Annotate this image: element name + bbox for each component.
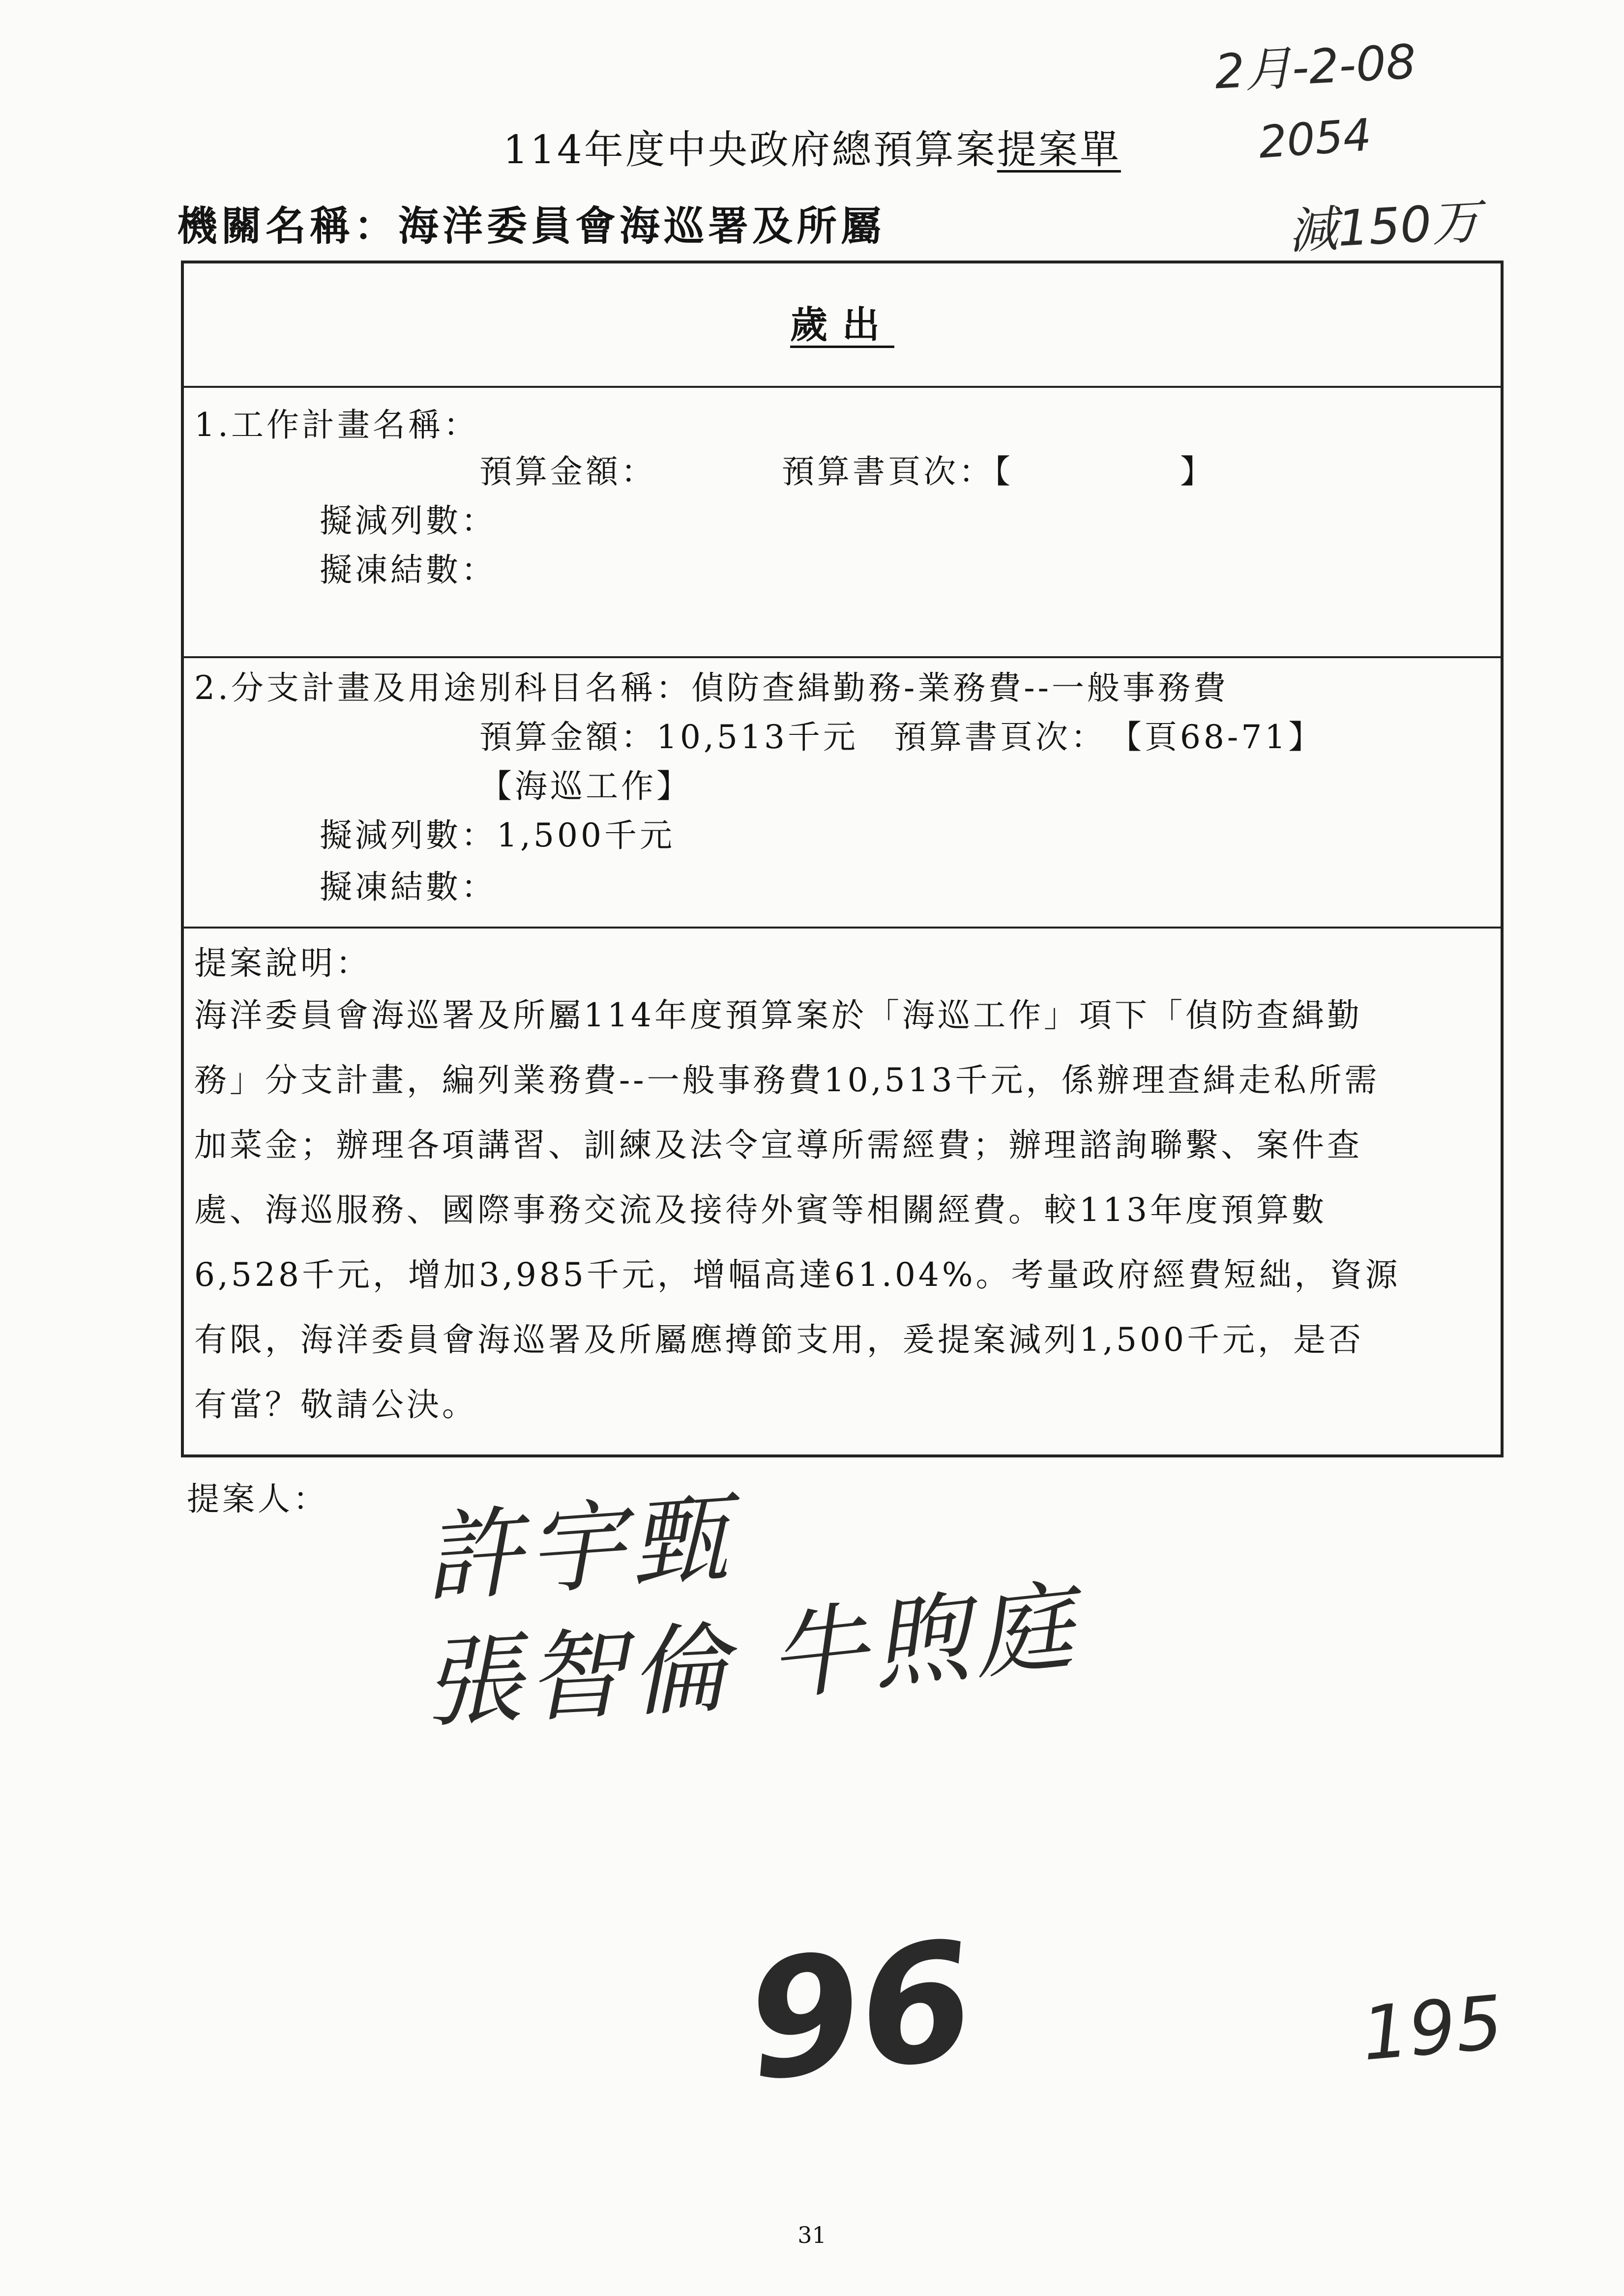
handwritten-reduction: 減150万: [1287, 192, 1482, 261]
explanation-label: 提案說明：: [194, 944, 371, 982]
item2-label: 2.分支計畫及用途別科目名稱：偵防查緝勤務-業務費--一般事務費: [194, 669, 1229, 707]
item2-budget-line: 預算金額：10,513千元 預算書頁次： 【頁68-71】: [479, 718, 1324, 756]
divider-1: [181, 386, 1504, 388]
divider-2: [181, 656, 1504, 658]
explanation-line: 處、海巡服務、國際事務交流及接待外賓等相關經費。較113年度預算數: [194, 1191, 1327, 1229]
explanation-line: 6,528千元，增加3,985千元，增幅高達61.04%。考量政府經費短絀，資源: [194, 1256, 1401, 1294]
signature: 許宇甄: [419, 1481, 737, 1617]
item1-freeze: 擬凍結數：: [320, 551, 497, 589]
explanation-body: [194, 983, 1401, 1437]
explanation-line: 有當？敬請公決。: [194, 1386, 477, 1424]
item1-label: 1.工作計畫名稱：: [194, 406, 479, 444]
explanation-line: 務」分支計畫，編列業務費--一般事務費10,513千元，係辦理查緝走私所需: [194, 1061, 1380, 1099]
item1-budget-amount: 預算金額：: [479, 453, 656, 491]
explanation-line: 加菜金；辦理各項講習、訓練及法令宣導所需經費；辦理諮詢聯繫、案件查: [194, 1126, 1362, 1164]
agency-name: 機關名稱：海洋委員會海巡署及所屬: [177, 203, 886, 250]
divider-3: [181, 927, 1504, 929]
signature: 牛煦庭: [763, 1569, 1083, 1715]
handwritten-date: 2月-2-08: [1213, 34, 1417, 100]
handwritten-code: 2054: [1257, 109, 1373, 169]
section-title: 歲出: [790, 303, 894, 347]
item2-program: 【海巡工作】: [479, 767, 692, 805]
title-main: 114年度中央政府總預算案: [503, 127, 997, 173]
item2-freeze: 擬凍結數：: [320, 868, 497, 906]
proposer-label: 提案人：: [187, 1480, 328, 1518]
item1-budget-page: 預算書頁次：【: [782, 453, 1013, 491]
document-title: [0, 118, 1624, 174]
signature: 張智倫: [420, 1611, 736, 1742]
item1-budget-page-close: 】: [1180, 453, 1215, 491]
handwritten-big-number: 96: [738, 1906, 983, 2117]
handwritten-small-number: 195: [1358, 1979, 1506, 2078]
explanation-line: 有限，海洋委員會海巡署及所屬應撙節支用，爰提案減列1,500千元，是否: [194, 1321, 1364, 1359]
item1-reduce: 擬減列數：: [320, 502, 497, 540]
title-suffix: 提案單: [997, 127, 1121, 173]
explanation-line: 海洋委員會海巡署及所屬114年度預算案於「海巡工作」項下「偵防查緝勤: [194, 996, 1362, 1034]
item2-reduce: 擬減列數：1,500千元: [320, 816, 675, 854]
page-number: 31: [797, 2222, 827, 2248]
